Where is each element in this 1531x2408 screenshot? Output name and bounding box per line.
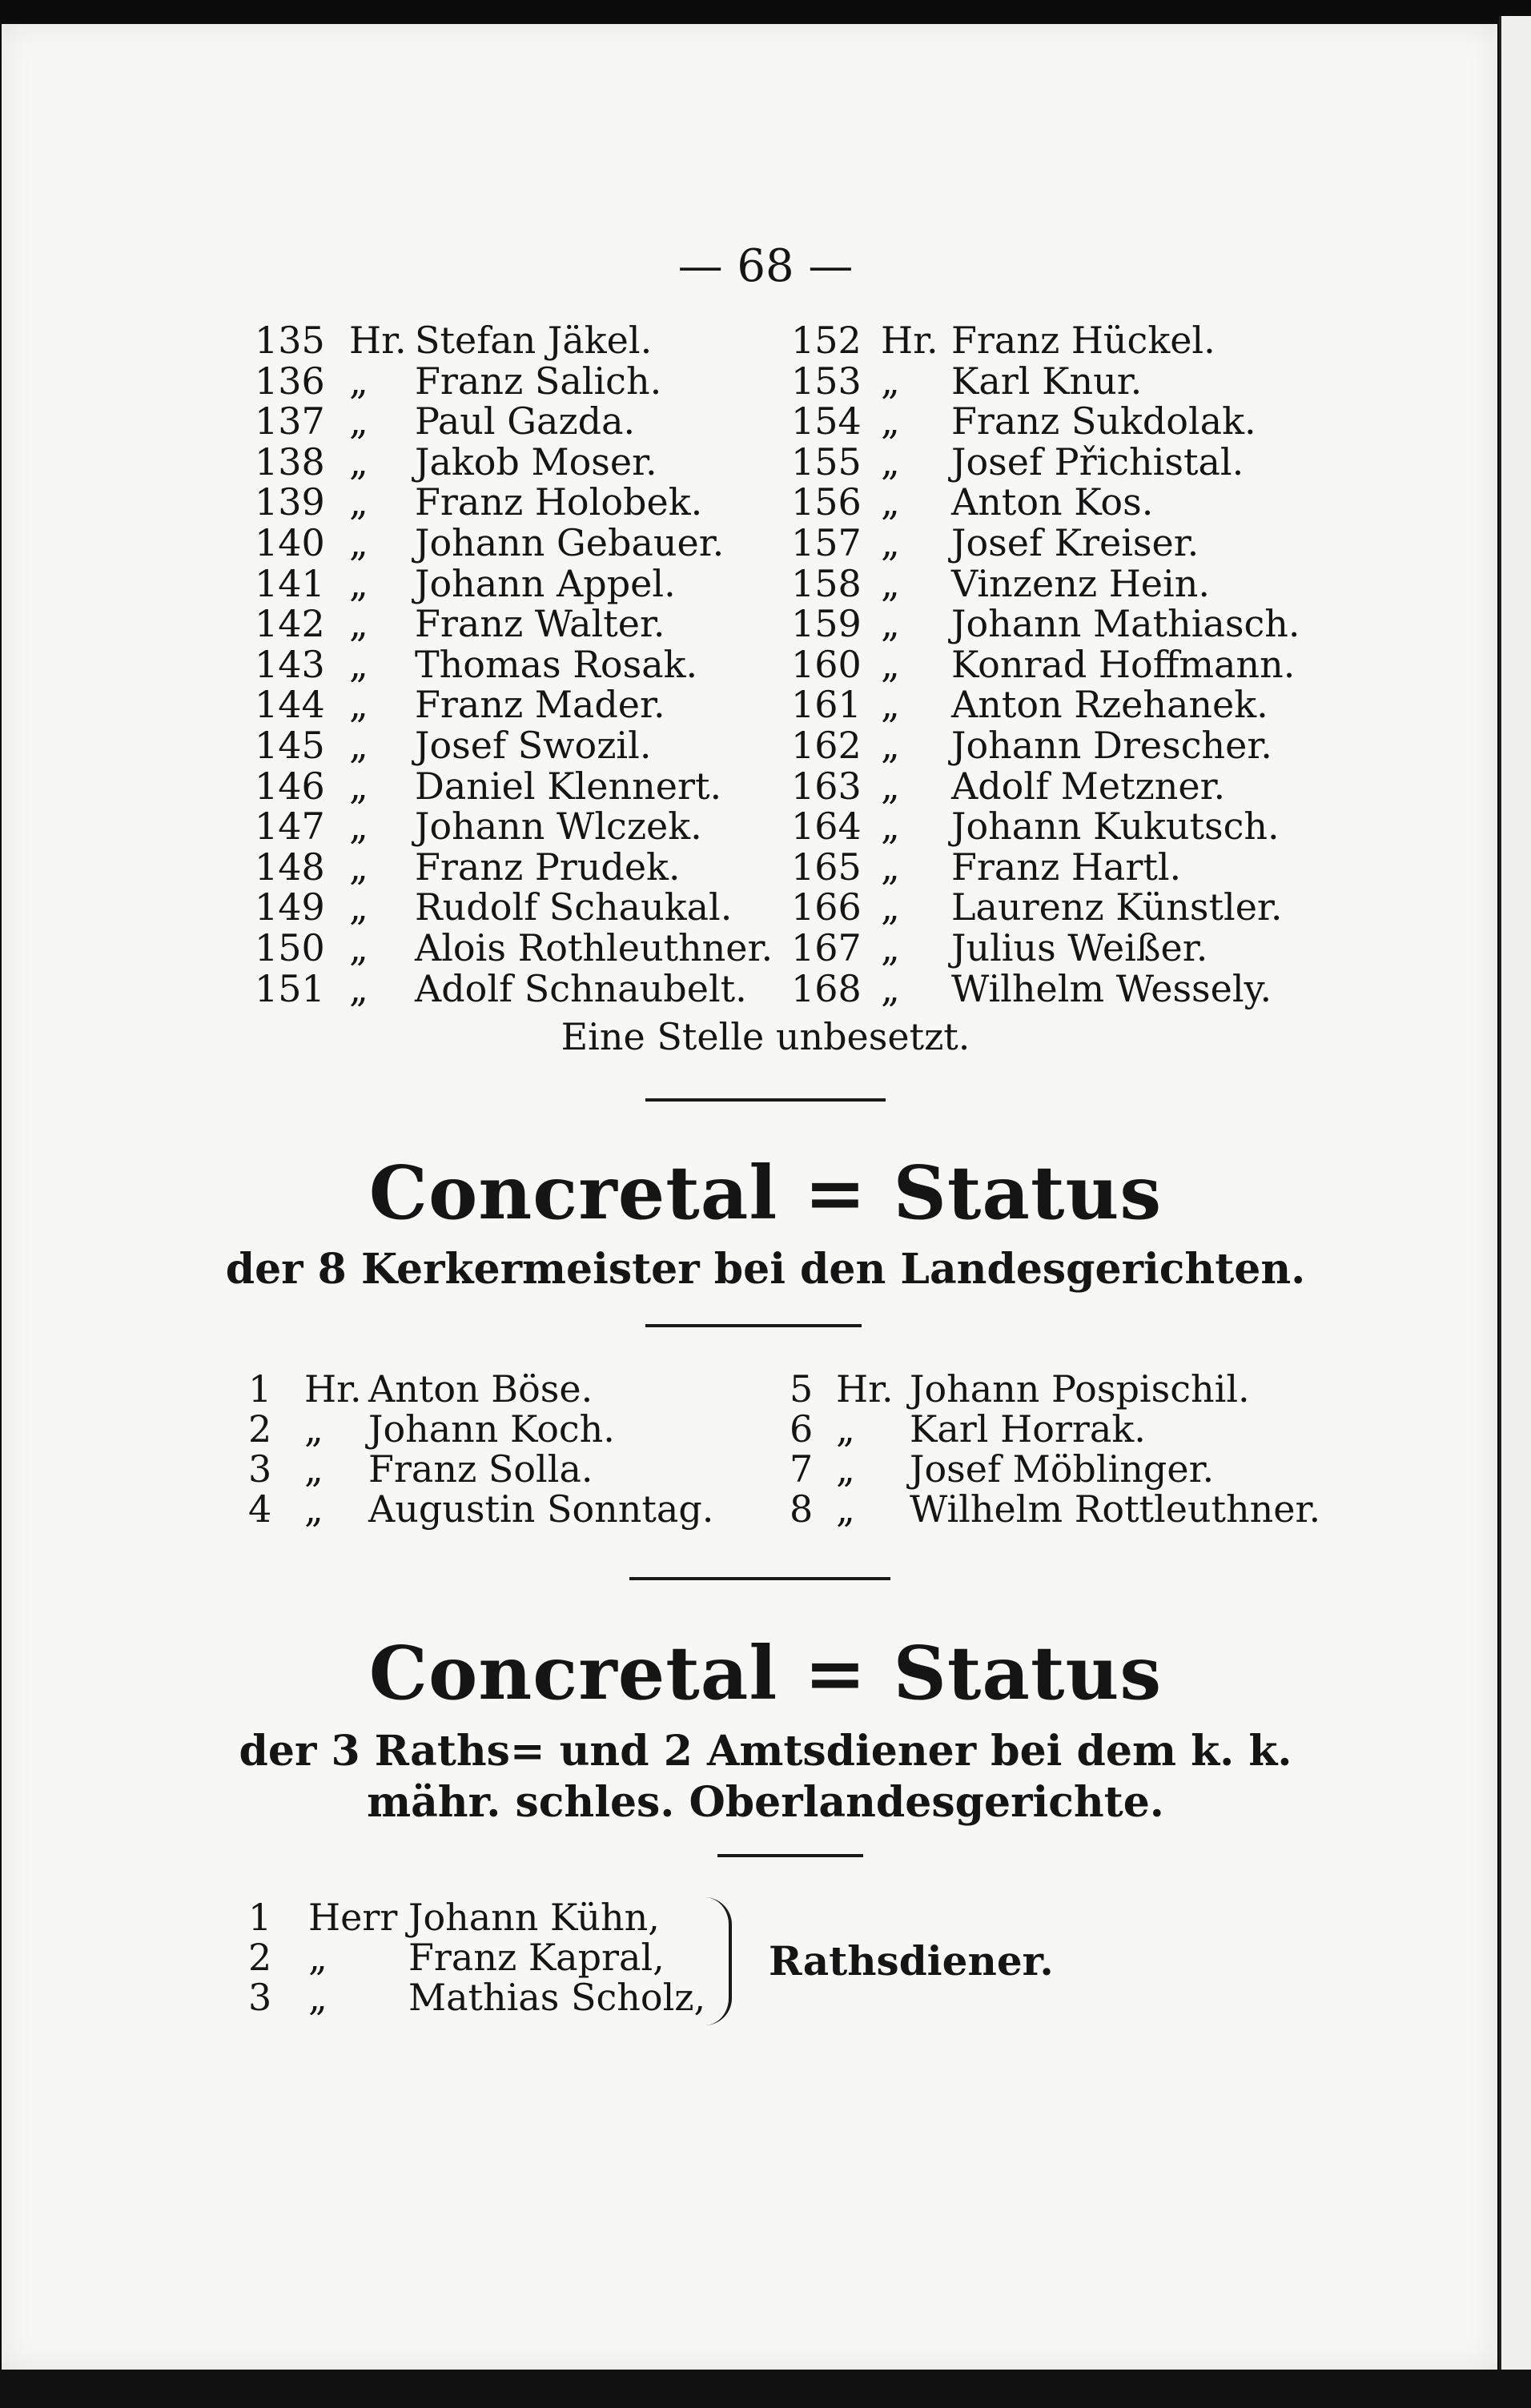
entry-number: 145 bbox=[255, 724, 325, 767]
list-item bbox=[255, 401, 815, 441]
brace bbox=[705, 1897, 732, 2025]
entry-name: Johann Pospischil. bbox=[910, 1367, 1250, 1411]
divider bbox=[717, 1854, 863, 1857]
entry-name: Franz Kapral, bbox=[408, 1936, 665, 1979]
entry-title: „ bbox=[881, 521, 900, 564]
entry-title: „ bbox=[881, 561, 900, 605]
entry-title: „ bbox=[349, 966, 368, 1010]
entry-number: 155 bbox=[791, 439, 862, 484]
entry-number: 1 bbox=[248, 1367, 272, 1411]
entry-name: Wilhelm Rottleuthner. bbox=[910, 1487, 1321, 1531]
entry-name: Daniel Klennert. bbox=[415, 764, 722, 808]
list-item bbox=[255, 725, 815, 765]
entry-number: 162 bbox=[791, 724, 862, 767]
entry-name: Johann Mathiasch. bbox=[951, 602, 1300, 646]
entry-title: „ bbox=[881, 399, 900, 443]
list-item bbox=[255, 928, 815, 968]
entry-title: „ bbox=[881, 439, 900, 484]
entry-number: 8 bbox=[790, 1487, 814, 1531]
entry-name: Anton Rzehanek. bbox=[951, 683, 1268, 727]
list-item bbox=[791, 320, 1352, 360]
entry-number: 5 bbox=[790, 1367, 814, 1411]
entry-number: 135 bbox=[255, 319, 325, 362]
entry-title: „ bbox=[349, 561, 368, 605]
list-item bbox=[248, 1369, 809, 1409]
entry-number: 138 bbox=[255, 439, 325, 484]
entry-number: 149 bbox=[255, 885, 325, 929]
entry-name: Anton Böse. bbox=[368, 1367, 593, 1411]
entry-title: „ bbox=[349, 683, 368, 727]
entry-number: 147 bbox=[255, 805, 325, 849]
page-number: — 68 — bbox=[677, 240, 854, 292]
entry-name: Josef Swozil. bbox=[415, 724, 652, 767]
entry-name: Stefan Jäkel. bbox=[415, 319, 653, 362]
entry-title: „ bbox=[349, 521, 368, 564]
entry-name: Thomas Rosak. bbox=[415, 642, 698, 686]
entry-title: „ bbox=[881, 805, 900, 849]
list-item bbox=[255, 683, 815, 727]
entry-number: 165 bbox=[791, 845, 862, 889]
list-item bbox=[791, 683, 1352, 727]
entry-title: Hr. bbox=[304, 1367, 362, 1411]
list-item bbox=[791, 604, 1352, 644]
list-item bbox=[255, 561, 815, 605]
entry-title: „ bbox=[349, 399, 368, 443]
entry-title: „ bbox=[349, 845, 368, 889]
entry-number: 151 bbox=[255, 966, 325, 1010]
entry-number: 167 bbox=[791, 926, 862, 969]
entry-title: „ bbox=[881, 480, 900, 524]
role-label: Rathsdiener. bbox=[769, 1937, 1054, 1985]
list-item bbox=[255, 887, 815, 927]
entry-title: „ bbox=[881, 845, 900, 889]
entry-name: Johann Kühn, bbox=[408, 1896, 660, 1939]
entry-name: Josef Kreiser. bbox=[951, 521, 1199, 564]
list-item bbox=[791, 966, 1352, 1010]
entry-title: „ bbox=[308, 1976, 327, 2019]
entry-name: Johann Kukutsch. bbox=[951, 805, 1280, 849]
entry-name: Johann Appel. bbox=[415, 561, 676, 605]
entry-title: „ bbox=[349, 439, 368, 484]
entry-number: 152 bbox=[791, 319, 862, 362]
list-item bbox=[255, 644, 815, 684]
entry-title: „ bbox=[304, 1407, 323, 1451]
entry-title: „ bbox=[881, 764, 900, 808]
list-item bbox=[255, 439, 815, 484]
entry-number: 148 bbox=[255, 845, 325, 889]
entry-title: „ bbox=[881, 885, 900, 929]
entry-name: Rudolf Schaukal. bbox=[415, 885, 733, 929]
entry-number: 136 bbox=[255, 359, 325, 403]
list-item bbox=[791, 805, 1352, 849]
divider bbox=[629, 1577, 890, 1580]
entry-title: Herr bbox=[308, 1896, 398, 1939]
entry-number: 150 bbox=[255, 926, 325, 969]
entry-name: Johann Gebauer. bbox=[415, 521, 725, 564]
entry-title: „ bbox=[349, 926, 368, 969]
entry-name: Franz Prudek. bbox=[415, 845, 681, 889]
list-item bbox=[248, 1449, 809, 1489]
entry-name: Julius Weißer. bbox=[951, 926, 1208, 969]
entry-title: „ bbox=[836, 1487, 855, 1531]
section2-title: Concretal = Status bbox=[368, 1150, 1163, 1236]
entry-name: Anton Kos. bbox=[951, 480, 1154, 524]
list-item bbox=[790, 1369, 1350, 1409]
list-item bbox=[791, 401, 1352, 441]
entry-number: 4 bbox=[248, 1487, 272, 1531]
entry-number: 153 bbox=[791, 359, 862, 403]
entry-number: 6 bbox=[790, 1407, 814, 1451]
section2-subtitle: der 8 Kerkermeister bei den Landesgerichten. bbox=[225, 1245, 1306, 1294]
list-item bbox=[255, 320, 815, 360]
list-item bbox=[255, 523, 815, 563]
entry-name: Karl Horrak. bbox=[910, 1407, 1146, 1451]
entry-number: 160 bbox=[791, 642, 862, 686]
entry-name: Franz Hartl. bbox=[951, 845, 1182, 889]
entry-title: „ bbox=[881, 724, 900, 767]
list-item bbox=[255, 766, 815, 806]
entry-title: Hr. bbox=[349, 319, 407, 362]
entry-name: Josef Přichistal. bbox=[951, 439, 1244, 484]
entry-number: 154 bbox=[791, 399, 862, 443]
list-item bbox=[791, 439, 1352, 484]
entry-number: 164 bbox=[791, 805, 862, 849]
entry-name: Augustin Sonntag. bbox=[368, 1487, 714, 1531]
entry-title: „ bbox=[349, 764, 368, 808]
section3-subtitle-line2: mähr. schles. Oberlandesgerichte. bbox=[367, 1778, 1164, 1827]
entry-name: Paul Gazda. bbox=[415, 399, 636, 443]
entry-number: 141 bbox=[255, 561, 325, 605]
entry-name: Alois Rothleuthner. bbox=[415, 926, 774, 969]
entry-number: 1 bbox=[248, 1896, 272, 1939]
entry-title: „ bbox=[881, 359, 900, 403]
entry-title: „ bbox=[349, 724, 368, 767]
entry-name: Konrad Hoffmann. bbox=[951, 642, 1296, 686]
entry-title: „ bbox=[349, 642, 368, 686]
section3-subtitle-line1: der 3 Raths= und 2 Amtsdiener bei dem k. k. bbox=[239, 1727, 1292, 1776]
list-item bbox=[248, 1489, 809, 1529]
entry-number: 166 bbox=[791, 885, 862, 929]
list-item bbox=[255, 847, 815, 887]
entry-title: „ bbox=[349, 480, 368, 524]
entry-name: Josef Möblinger. bbox=[910, 1447, 1215, 1491]
entry-title: „ bbox=[349, 885, 368, 929]
list-item bbox=[255, 805, 815, 849]
list-item bbox=[790, 1489, 1350, 1529]
section3-title: Concretal = Status bbox=[368, 1630, 1163, 1716]
entry-name: Adolf Schnaubelt. bbox=[415, 966, 747, 1010]
entry-title: Hr. bbox=[836, 1367, 894, 1411]
entry-name: Karl Knur. bbox=[951, 359, 1143, 403]
list-item bbox=[790, 1449, 1350, 1489]
list-item bbox=[255, 482, 815, 522]
entry-name: Laurenz Künstler. bbox=[951, 885, 1283, 929]
entry-name: Wilhelm Wessely. bbox=[951, 966, 1272, 1010]
entry-name: Johann Wlczek. bbox=[415, 805, 702, 849]
entry-title: „ bbox=[304, 1487, 323, 1531]
scan-border bbox=[0, 2370, 1531, 2408]
entry-name: Mathias Scholz, bbox=[408, 1976, 706, 2019]
divider bbox=[645, 1098, 886, 1102]
entry-number: 2 bbox=[248, 1936, 272, 1979]
entry-title: „ bbox=[881, 602, 900, 646]
entry-name: Johann Koch. bbox=[368, 1407, 615, 1451]
list-item bbox=[791, 928, 1352, 968]
entry-number: 161 bbox=[791, 683, 862, 727]
entry-name: Johann Drescher. bbox=[951, 724, 1272, 767]
list-item bbox=[255, 361, 815, 401]
entry-name: Franz Solla. bbox=[368, 1447, 593, 1491]
entry-name: Franz Holobek. bbox=[415, 480, 703, 524]
entry-number: 159 bbox=[791, 602, 862, 646]
entry-title: Hr. bbox=[881, 319, 938, 362]
entry-number: 137 bbox=[255, 399, 325, 443]
list-item bbox=[791, 766, 1352, 806]
list-item bbox=[791, 361, 1352, 401]
list-item bbox=[791, 523, 1352, 563]
list-item bbox=[791, 887, 1352, 927]
entry-number: 146 bbox=[255, 764, 325, 808]
list-item bbox=[791, 482, 1352, 522]
entry-title: „ bbox=[349, 805, 368, 849]
entry-name: Adolf Metzner. bbox=[951, 764, 1226, 808]
entry-number: 144 bbox=[255, 683, 325, 727]
entry-title: „ bbox=[304, 1447, 323, 1491]
entry-title: „ bbox=[349, 602, 368, 646]
entry-title: „ bbox=[881, 926, 900, 969]
entry-number: 140 bbox=[255, 521, 325, 564]
entry-number: 3 bbox=[248, 1447, 272, 1491]
entry-number: 158 bbox=[791, 561, 862, 605]
list-item bbox=[790, 1409, 1350, 1449]
entry-number: 163 bbox=[791, 764, 862, 808]
entry-title: „ bbox=[881, 966, 900, 1010]
list-item bbox=[255, 604, 815, 644]
list-item bbox=[248, 1409, 809, 1449]
entry-name: Jakob Moser. bbox=[415, 439, 657, 484]
entry-number: 143 bbox=[255, 642, 325, 686]
entry-number: 157 bbox=[791, 521, 862, 564]
list-item bbox=[255, 966, 815, 1010]
entry-number: 168 bbox=[791, 966, 862, 1010]
entry-name: Franz Salich. bbox=[415, 359, 662, 403]
entry-title: „ bbox=[881, 683, 900, 727]
entry-title: „ bbox=[836, 1407, 855, 1451]
entry-name: Vinzenz Hein. bbox=[951, 561, 1210, 605]
divider bbox=[645, 1324, 862, 1327]
list-item bbox=[791, 847, 1352, 887]
entry-name: Franz Sukdolak. bbox=[951, 399, 1256, 443]
entry-number: 2 bbox=[248, 1407, 272, 1451]
entry-name: Franz Walter. bbox=[415, 602, 665, 646]
entry-number: 3 bbox=[248, 1976, 272, 2019]
entry-name: Franz Mader. bbox=[415, 683, 665, 727]
entry-title: „ bbox=[349, 359, 368, 403]
vacancy-note: Eine Stelle unbesetzt. bbox=[561, 1015, 970, 1058]
entry-number: 142 bbox=[255, 602, 325, 646]
entry-title: „ bbox=[881, 642, 900, 686]
entry-title: „ bbox=[308, 1936, 327, 1979]
entry-number: 7 bbox=[790, 1447, 814, 1491]
list-item bbox=[791, 725, 1352, 765]
list-item bbox=[791, 561, 1352, 605]
entry-name: Franz Hückel. bbox=[951, 319, 1216, 362]
entry-number: 139 bbox=[255, 480, 325, 524]
entry-number: 156 bbox=[791, 480, 862, 524]
list-item bbox=[791, 644, 1352, 684]
entry-title: „ bbox=[836, 1447, 855, 1491]
